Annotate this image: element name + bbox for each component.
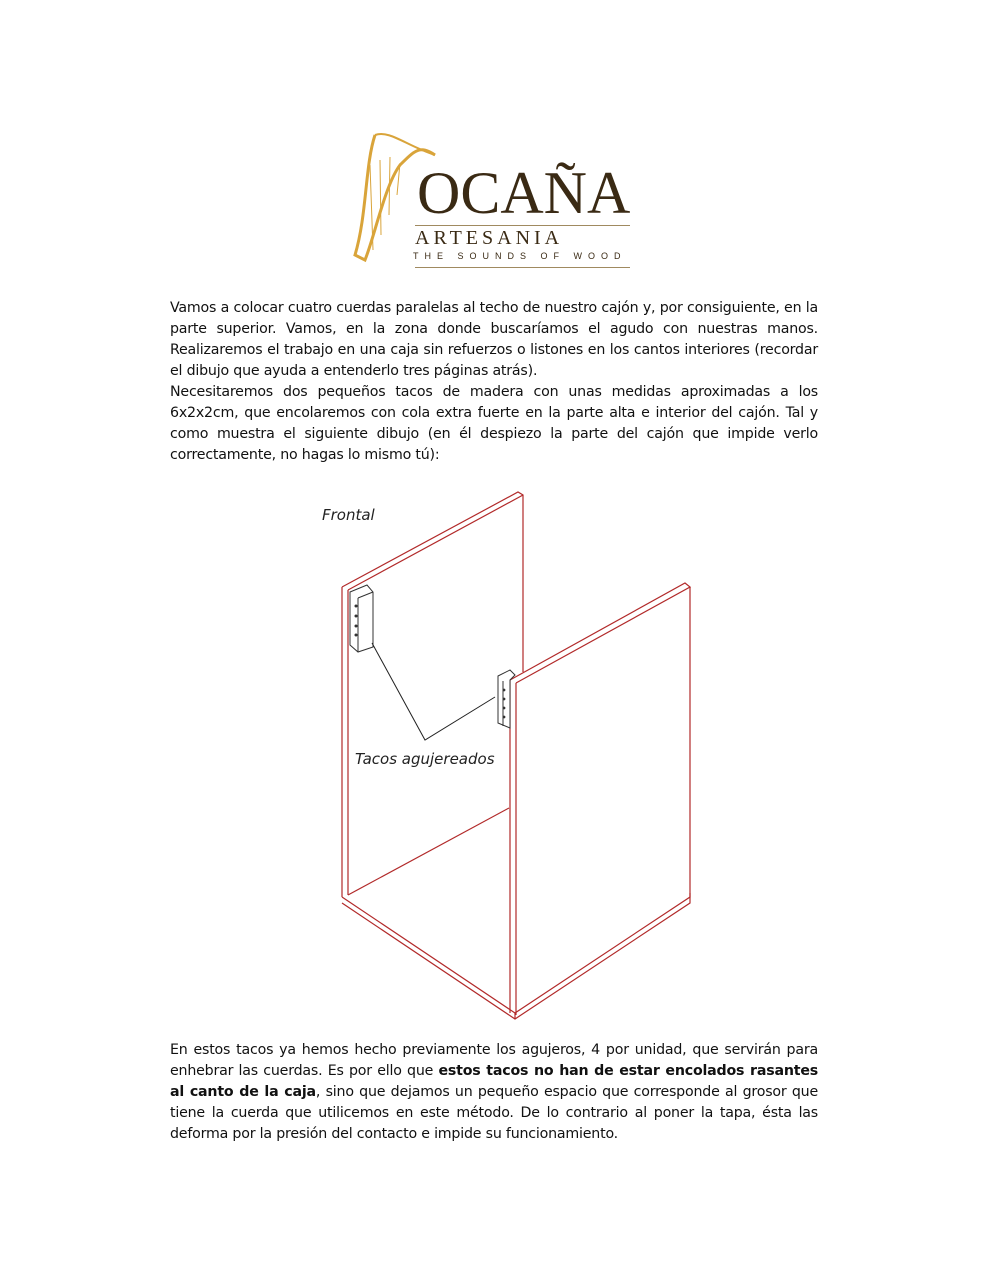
logo-subtitle: ARTESANIA (415, 227, 564, 249)
leader-line (372, 643, 495, 740)
logo-divider (415, 225, 630, 226)
closing-paragraph (170, 1040, 818, 1145)
logo-divider-bottom (415, 267, 630, 268)
label-tacos: Tacos agujereados (355, 750, 495, 768)
label-frontal: Frontal (322, 506, 375, 524)
closing-text (170, 1040, 818, 1145)
ocana-artesania-logo (345, 125, 640, 270)
closing-bold: estos tacos no han de estar encolados rasantes al canto de la caja (170, 1063, 818, 1100)
intro-text (170, 298, 818, 466)
logo-tagline: THE SOUNDS OF WOOD (413, 251, 627, 261)
drilled-block-left (350, 585, 373, 652)
closing-part-1: En estos tacos ya hemos hecho previamente los agujeros, 4 por unidad, que servirán para enhebrar las cuerdas. Es por ello que (170, 1042, 818, 1079)
closing-part-2: , sino que dejamos un pequeño espacio que corresponde al grosor que tiene la cuerda que utilicemos en este método. De lo contrario al poner la tapa, ésta las deforma por la presión del contacto e impide su funcionamiento. (170, 1084, 818, 1142)
intro-paragraph-2: Necesitaremos dos pequeños tacos de madera con unas medidas aproximadas a los 6x2x2cm, que encolaremos con cola extra fuerte en la parte alta e interior del cajón. Tal y como muestra el siguiente dibujo (en él despiezo la parte del cajón que impide verlo correctamente, no hagas lo mismo tú): (170, 384, 818, 463)
drilled-block-right (498, 670, 515, 728)
intro-paragraph-1: Vamos a colocar cuatro cuerdas paralelas al techo de nuestro cajón y, por consiguiente, en la parte superior. Vamos, en la zona donde buscaríamos el agudo con nuestras manos. Realizaremos el trabajo en una caja sin refuerzos o listones en los cantos interiores (recordar el dibujo que ayuda a entenderlo tres páginas atrás). (170, 300, 818, 379)
box-edges (342, 492, 690, 1019)
logo-name: OCAÑA (417, 160, 631, 226)
